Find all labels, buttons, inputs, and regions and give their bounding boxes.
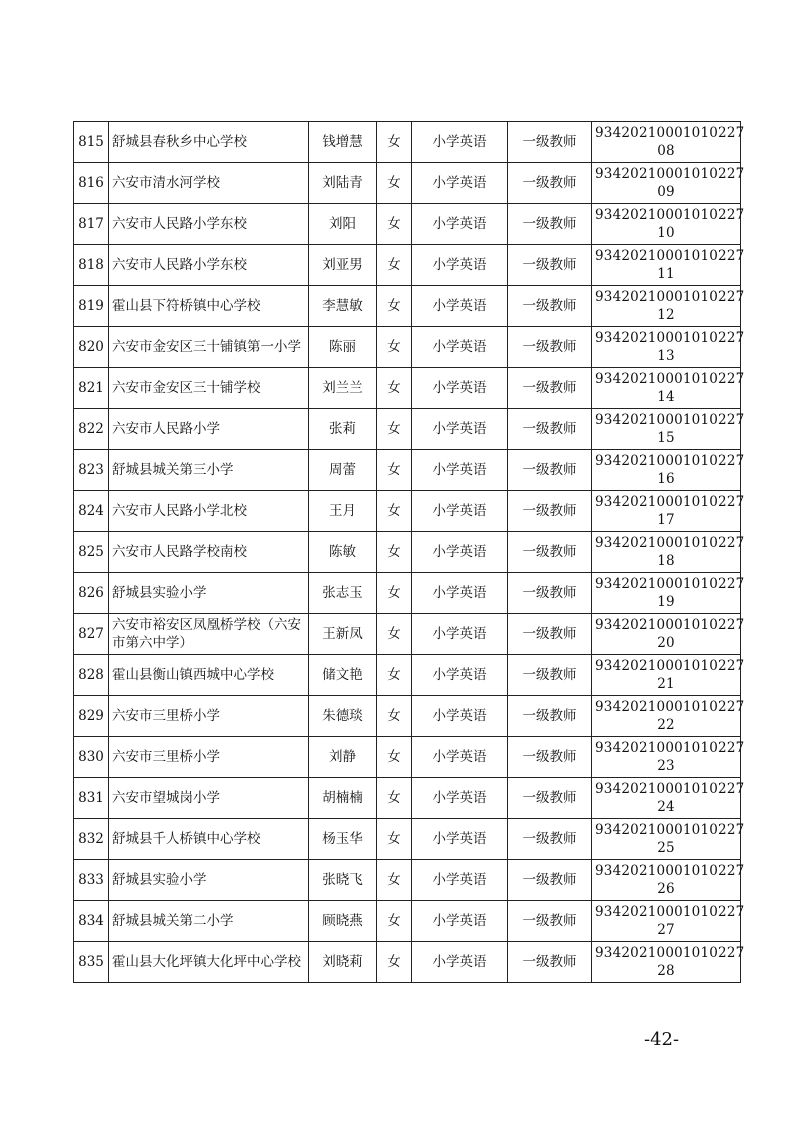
certificate-number-line2: 18 [657,553,675,569]
subject: 小学英语 [412,450,508,491]
teacher-name: 刘亚男 [309,245,377,286]
row-number: 826 [74,573,109,614]
certificate-number-line2: 20 [657,635,675,651]
row-number: 835 [74,942,109,983]
subject: 小学英语 [412,860,508,901]
certificate-number [592,942,745,983]
certificate-number-line1: 93420210001010227 [595,658,745,674]
subject: 小学英语 [412,491,508,532]
row-number: 819 [74,286,109,327]
teacher-name: 胡楠楠 [309,778,377,819]
subject: 小学英语 [412,573,508,614]
school-name: 霍山县大化坪镇大化坪中心学校 [109,942,309,983]
teacher-name: 刘静 [309,737,377,778]
certificate-number-line1: 93420210001010227 [595,945,745,961]
teacher-roster-table [73,121,745,983]
certificate-number-line2: 16 [657,471,675,487]
certificate-number-line2: 22 [657,717,675,733]
certificate-number [592,409,745,450]
teacher-gender: 女 [377,737,412,778]
teacher-gender: 女 [377,614,412,655]
certificate-number-line2: 10 [657,225,675,241]
teacher-name: 王新凤 [309,614,377,655]
table-row [74,860,741,901]
subject: 小学英语 [412,368,508,409]
teacher-name: 朱德琰 [309,696,377,737]
certificate-number [592,450,745,491]
certificate-number [592,245,745,286]
certificate-number-line1: 93420210001010227 [595,166,745,182]
professional-title: 一级教师 [508,696,592,737]
certificate-number [592,901,745,942]
professional-title: 一级教师 [508,737,592,778]
row-number: 834 [74,901,109,942]
certificate-number [592,573,745,614]
certificate-number [592,819,745,860]
school-name: 舒城县春秋乡中心学校 [109,122,309,163]
professional-title: 一级教师 [508,614,592,655]
professional-title: 一级教师 [508,532,592,573]
table-row [74,368,741,409]
certificate-number [592,737,745,778]
teacher-name: 张晓飞 [309,860,377,901]
table-row [74,245,741,286]
certificate-number-line1: 93420210001010227 [595,412,745,428]
certificate-number-line1: 93420210001010227 [595,207,745,223]
professional-title: 一级教师 [508,163,592,204]
row-number: 833 [74,860,109,901]
professional-title: 一级教师 [508,368,592,409]
teacher-gender: 女 [377,450,412,491]
row-number: 817 [74,204,109,245]
professional-title: 一级教师 [508,450,592,491]
table-row [74,655,741,696]
table-row [74,409,741,450]
table-row [74,204,741,245]
teacher-gender: 女 [377,163,412,204]
page-number: -42- [644,1029,680,1050]
professional-title: 一级教师 [508,286,592,327]
teacher-name: 张莉 [309,409,377,450]
school-name: 舒城县千人桥镇中心学校 [109,819,309,860]
row-number: 827 [74,614,109,655]
certificate-number-line1: 93420210001010227 [595,125,745,141]
subject: 小学英语 [412,819,508,860]
subject: 小学英语 [412,655,508,696]
row-number: 828 [74,655,109,696]
table-row [74,163,741,204]
table-row [74,286,741,327]
certificate-number [592,327,745,368]
certificate-number-line2: 12 [657,307,675,323]
school-name: 舒城县实验小学 [109,860,309,901]
certificate-number-line1: 93420210001010227 [595,863,745,879]
certificate-number-line2: 11 [657,266,675,282]
certificate-number [592,614,745,655]
certificate-number-line2: 15 [657,430,675,446]
certificate-number-line2: 14 [657,389,675,405]
row-number: 823 [74,450,109,491]
certificate-number-line2: 26 [657,881,675,897]
teacher-name: 刘阳 [309,204,377,245]
teacher-gender: 女 [377,122,412,163]
certificate-number-line1: 93420210001010227 [595,330,745,346]
subject: 小学英语 [412,286,508,327]
table-row [74,901,741,942]
certificate-number-line2: 28 [657,963,675,979]
professional-title: 一级教师 [508,573,592,614]
teacher-gender: 女 [377,245,412,286]
teacher-gender: 女 [377,368,412,409]
certificate-number-line1: 93420210001010227 [595,453,745,469]
subject: 小学英语 [412,614,508,655]
teacher-name: 刘晓莉 [309,942,377,983]
roster-body [74,122,745,983]
subject: 小学英语 [412,942,508,983]
certificate-number-line2: 21 [657,676,675,692]
row-number: 824 [74,491,109,532]
row-number: 820 [74,327,109,368]
teacher-name: 李慧敏 [309,286,377,327]
table-row [74,942,741,983]
certificate-number-line1: 93420210001010227 [595,740,745,756]
teacher-name: 陈丽 [309,327,377,368]
teacher-name: 王月 [309,491,377,532]
certificate-number [592,163,745,204]
teacher-name: 刘兰兰 [309,368,377,409]
certificate-number-line1: 93420210001010227 [595,904,745,920]
row-number: 830 [74,737,109,778]
teacher-name: 杨玉华 [309,819,377,860]
certificate-number [592,778,745,819]
certificate-number-line1: 93420210001010227 [595,494,745,510]
certificate-number [592,860,745,901]
school-name: 六安市人民路小学东校 [109,245,309,286]
teacher-name: 陈敏 [309,532,377,573]
school-name: 舒城县实验小学 [109,573,309,614]
subject: 小学英语 [412,778,508,819]
teacher-gender: 女 [377,573,412,614]
certificate-number [592,655,745,696]
teacher-gender: 女 [377,819,412,860]
teacher-gender: 女 [377,901,412,942]
certificate-number-line1: 93420210001010227 [595,371,745,387]
teacher-gender: 女 [377,655,412,696]
table-row [74,532,741,573]
certificate-number-line1: 93420210001010227 [595,617,745,633]
school-name: 六安市三里桥小学 [109,696,309,737]
certificate-number-line2: 09 [657,184,675,200]
certificate-number [592,286,745,327]
teacher-gender: 女 [377,778,412,819]
certificate-number [592,122,745,163]
row-number: 815 [74,122,109,163]
certificate-number-line2: 17 [657,512,675,528]
table-row [74,491,741,532]
teacher-gender: 女 [377,409,412,450]
teacher-name: 张志玉 [309,573,377,614]
professional-title: 一级教师 [508,327,592,368]
table-row [74,614,741,655]
row-number: 831 [74,778,109,819]
school-name: 六安市金安区三十铺镇第一小学 [109,327,309,368]
certificate-number-line2: 27 [657,922,675,938]
certificate-number-line1: 93420210001010227 [595,535,745,551]
teacher-gender: 女 [377,204,412,245]
certificate-number [592,204,745,245]
certificate-number [592,696,745,737]
certificate-number-line1: 93420210001010227 [595,822,745,838]
school-name: 霍山县下符桥镇中心学校 [109,286,309,327]
teacher-gender: 女 [377,532,412,573]
school-name: 六安市金安区三十铺学校 [109,368,309,409]
certificate-number-line2: 24 [657,799,675,815]
teacher-gender: 女 [377,286,412,327]
row-number: 818 [74,245,109,286]
professional-title: 一级教师 [508,491,592,532]
school-name: 六安市裕安区凤凰桥学校（六安市第六中学） [109,614,309,655]
professional-title: 一级教师 [508,409,592,450]
table-row [74,696,741,737]
teacher-gender: 女 [377,696,412,737]
subject: 小学英语 [412,737,508,778]
professional-title: 一级教师 [508,122,592,163]
professional-title: 一级教师 [508,204,592,245]
teacher-name: 钱增慧 [309,122,377,163]
table-row [74,573,741,614]
table-row [74,778,741,819]
school-name: 六安市望城岗小学 [109,778,309,819]
subject: 小学英语 [412,409,508,450]
school-name: 六安市三里桥小学 [109,737,309,778]
certificate-number-line2: 25 [657,840,675,856]
table-row [74,737,741,778]
row-number: 822 [74,409,109,450]
table-row [74,122,741,163]
teacher-name: 周蕾 [309,450,377,491]
row-number: 832 [74,819,109,860]
certificate-number-line1: 93420210001010227 [595,248,745,264]
subject: 小学英语 [412,245,508,286]
school-name: 六安市人民路小学东校 [109,204,309,245]
subject: 小学英语 [412,327,508,368]
subject: 小学英语 [412,901,508,942]
certificate-number [592,532,745,573]
school-name: 六安市人民路学校南校 [109,532,309,573]
certificate-number-line2: 08 [657,143,675,159]
certificate-number [592,368,745,409]
school-name: 六安市人民路小学北校 [109,491,309,532]
professional-title: 一级教师 [508,245,592,286]
teacher-name: 顾晓燕 [309,901,377,942]
school-name: 舒城县城关第二小学 [109,901,309,942]
professional-title: 一级教师 [508,860,592,901]
teacher-name: 储文艳 [309,655,377,696]
row-number: 829 [74,696,109,737]
professional-title: 一级教师 [508,942,592,983]
school-name: 霍山县衡山镇西城中心学校 [109,655,309,696]
table-row [74,819,741,860]
table-row [74,450,741,491]
teacher-gender: 女 [377,327,412,368]
certificate-number-line1: 93420210001010227 [595,781,745,797]
subject: 小学英语 [412,532,508,573]
professional-title: 一级教师 [508,819,592,860]
row-number: 821 [74,368,109,409]
subject: 小学英语 [412,122,508,163]
row-number: 825 [74,532,109,573]
professional-title: 一级教师 [508,901,592,942]
certificate-number-line2: 19 [657,594,675,610]
certificate-number-line1: 93420210001010227 [595,699,745,715]
teacher-name: 刘陆青 [309,163,377,204]
certificate-number-line1: 93420210001010227 [595,576,745,592]
table-row [74,327,741,368]
row-number: 816 [74,163,109,204]
certificate-number-line2: 23 [657,758,675,774]
school-name: 舒城县城关第三小学 [109,450,309,491]
subject: 小学英语 [412,696,508,737]
certificate-number [592,491,745,532]
professional-title: 一级教师 [508,778,592,819]
school-name: 六安市人民路小学 [109,409,309,450]
subject: 小学英语 [412,163,508,204]
school-name: 六安市清水河学校 [109,163,309,204]
teacher-gender: 女 [377,942,412,983]
teacher-gender: 女 [377,491,412,532]
subject: 小学英语 [412,204,508,245]
professional-title: 一级教师 [508,655,592,696]
teacher-gender: 女 [377,860,412,901]
certificate-number-line1: 93420210001010227 [595,289,745,305]
certificate-number-line2: 13 [657,348,675,364]
